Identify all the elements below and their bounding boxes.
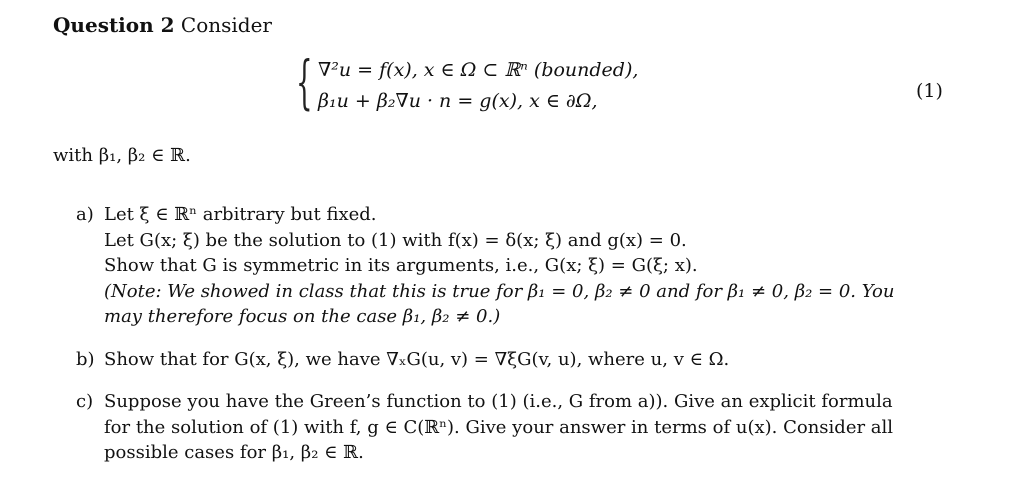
left-brace-icon: { [296,48,313,116]
part-b [76,347,966,373]
part-b-line-1: Show that for G(x, ξ), we have ∇ₓG(u, v) = ∇ξG(v, u), where u, v ∈ Ω. [104,348,730,370]
part-a-line-1: Let ξ ∈ ℝⁿ arbitrary but fixed. [104,204,377,225]
question-intro: Consider [180,13,272,37]
part-a-label: a) [76,204,94,225]
part-a-note-line-1: (Note: We showed in class that this is true for β₁ = 0, β₂ ≠ 0 and for β₁ ≠ 0, β₂ = 0. You [104,280,895,302]
question-parts [76,202,966,483]
equation-line-1: ∇²u = f(x), x ∈ Ω ⊂ ℝⁿ (bounded), [318,59,639,81]
equation-line-2: β₁u + β₂∇u · n = g(x), x ∈ ∂Ω, [318,90,598,112]
question-heading [53,13,272,37]
part-a-note-line-2: may therefore focus on the case β₁, β₂ ≠ 0.) [104,306,501,327]
part-c-line-1: Suppose you have the Green’s function to (1) (i.e., G from a)). Give an explicit formula [104,391,893,412]
part-a-line-3: Show that G is symmetric in its arguments, i.e., G(x; ξ) = G(ξ; x). [104,255,698,276]
part-b-label: b) [76,348,95,370]
equation-number: (1) [916,80,943,102]
part-c-label: c) [76,391,94,412]
part-c-line-3: possible cases for β₁, β₂ ∈ ℝ. [104,442,364,463]
part-a [76,202,966,330]
part-c [76,389,966,466]
part-c-line-2: for the solution of (1) with f, g ∈ C(ℝⁿ). Give your answer in terms of u(x). Consider all [104,416,894,438]
part-a-line-2: Let G(x; ξ) be the solution to (1) with f(x) = δ(x; ξ) and g(x) = 0. [104,229,687,251]
parameter-line: with β₁, β₂ ∈ ℝ. [53,145,191,166]
question-label: Question 2 [53,13,175,37]
